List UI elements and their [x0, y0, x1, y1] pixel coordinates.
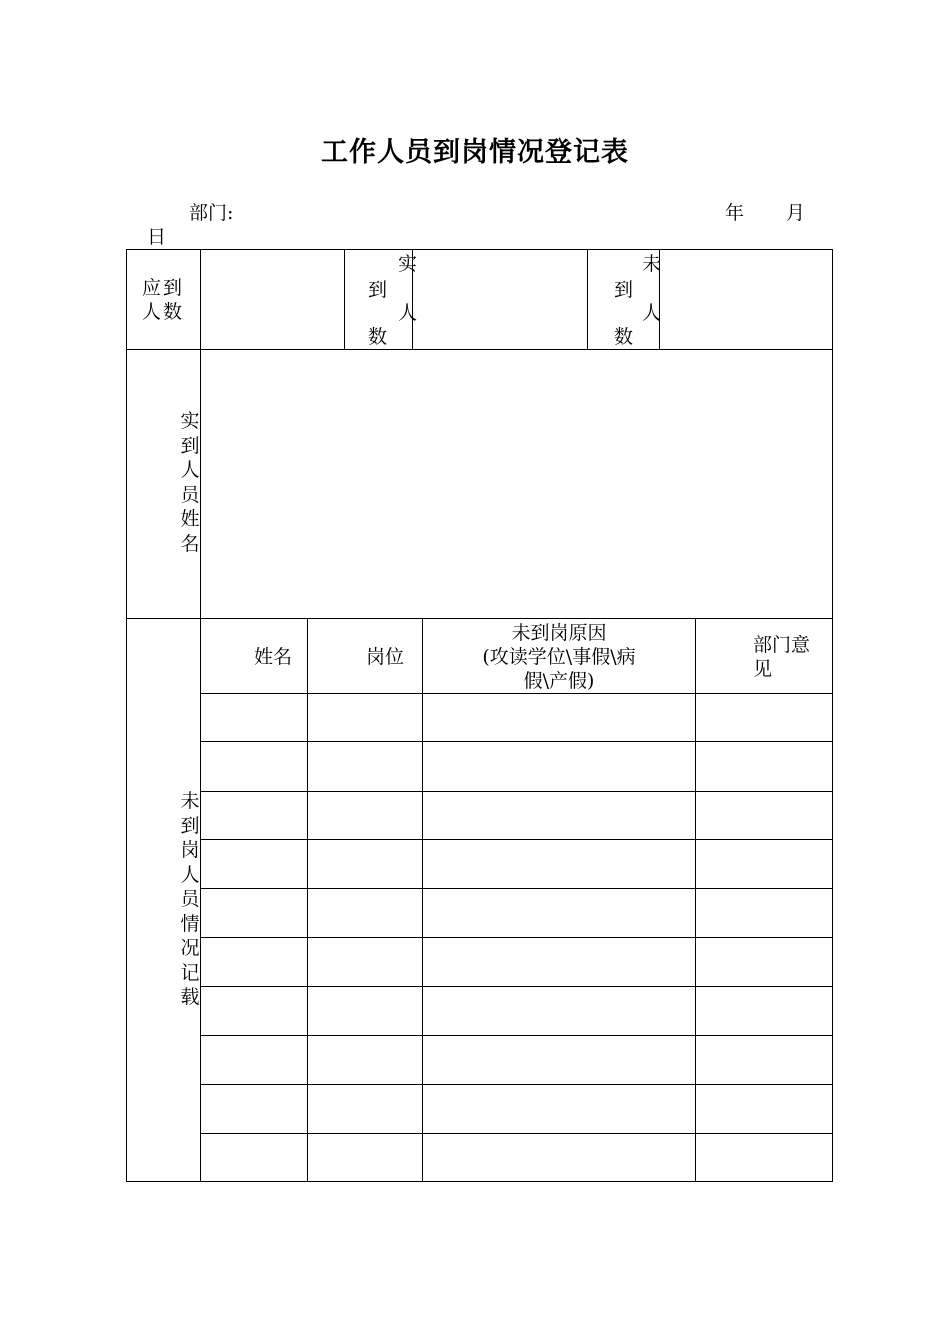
- expected-count-label: [130, 276, 196, 324]
- label-char: 未: [180, 790, 200, 812]
- opinion-cell[interactable]: [696, 987, 832, 1035]
- position-cell[interactable]: [308, 694, 422, 741]
- absent-records-label: [179, 789, 201, 1010]
- label-char: 实: [180, 410, 200, 432]
- table-divider: [344, 249, 345, 349]
- opinion-cell[interactable]: [696, 840, 832, 888]
- position-cell[interactable]: [308, 742, 422, 791]
- column-header-reason-line: (攻读学位\事假\病: [482, 646, 636, 668]
- actual-count-label-char: 实: [398, 253, 418, 275]
- name-cell[interactable]: [201, 987, 307, 1035]
- name-cell[interactable]: [201, 889, 307, 937]
- label-char: 员: [180, 483, 200, 506]
- reason-cell[interactable]: [423, 840, 695, 888]
- label-char: 到: [180, 434, 200, 457]
- actual-count-cell[interactable]: [413, 250, 587, 349]
- column-header-position: 岗位: [366, 646, 405, 668]
- absent-count-label-char: 到: [614, 279, 634, 301]
- label-char: 岗: [180, 839, 200, 861]
- expected-count-label-line: 人数: [141, 301, 184, 323]
- position-cell[interactable]: [308, 840, 422, 888]
- opinion-cell[interactable]: [696, 889, 832, 937]
- expected-count-cell[interactable]: [201, 250, 344, 349]
- label-char: 人: [180, 863, 200, 886]
- absent-count-cell[interactable]: [660, 250, 832, 349]
- position-cell[interactable]: [308, 938, 422, 986]
- name-cell[interactable]: [201, 742, 307, 791]
- opinion-cell[interactable]: [696, 742, 832, 791]
- name-cell[interactable]: [201, 1134, 307, 1181]
- name-cell[interactable]: [201, 1085, 307, 1133]
- label-char: 载: [180, 986, 200, 1008]
- name-cell[interactable]: [201, 1036, 307, 1084]
- opinion-cell[interactable]: [696, 1085, 832, 1133]
- name-cell[interactable]: [201, 792, 307, 839]
- table-border-left: [126, 249, 127, 1181]
- table-divider: [587, 249, 588, 349]
- column-header-opinion-line: 部门意: [753, 634, 811, 656]
- reason-cell[interactable]: [423, 694, 695, 741]
- label-char: 人: [180, 459, 200, 481]
- reason-cell[interactable]: [423, 889, 695, 937]
- expected-count-label-line: 应到: [141, 277, 184, 299]
- label-char: 员: [180, 888, 200, 910]
- label-char: 名: [180, 532, 200, 555]
- opinion-cell[interactable]: [696, 694, 832, 741]
- position-cell[interactable]: [308, 1036, 422, 1084]
- name-cell[interactable]: [201, 840, 307, 888]
- label-char: 记: [180, 961, 200, 984]
- column-header-reason-line: 未到岗原因: [511, 622, 607, 644]
- absent-count-label-char: 未: [642, 253, 662, 275]
- actual-count-label-char: 数: [368, 326, 388, 348]
- column-header-name: 姓名: [254, 646, 293, 668]
- column-header-reason-line: 假\产假): [523, 670, 595, 692]
- opinion-cell[interactable]: [696, 792, 832, 839]
- position-cell[interactable]: [308, 889, 422, 937]
- name-cell[interactable]: [201, 938, 307, 986]
- present-names-cell[interactable]: [201, 350, 832, 618]
- reason-cell[interactable]: [423, 1134, 695, 1181]
- day-label: 日: [147, 226, 167, 248]
- opinion-cell[interactable]: [696, 938, 832, 986]
- reason-cell[interactable]: [423, 742, 695, 791]
- month-label: 月: [786, 202, 806, 224]
- opinion-cell[interactable]: [696, 1134, 832, 1181]
- column-header-opinion: [753, 633, 810, 681]
- column-header-opinion-line: 见: [753, 658, 773, 680]
- label-char: 况: [180, 937, 200, 959]
- table-border-bottom: [126, 1181, 833, 1182]
- reason-cell[interactable]: [423, 1085, 695, 1133]
- reason-cell[interactable]: [423, 792, 695, 839]
- position-cell[interactable]: [308, 1134, 422, 1181]
- actual-count-label-char: 到: [368, 279, 388, 301]
- absent-count-label-char: 数: [614, 326, 634, 348]
- present-names-label: [179, 409, 201, 556]
- table-divider: [126, 618, 833, 619]
- actual-count-label-char: 人: [398, 302, 418, 324]
- position-cell[interactable]: [308, 987, 422, 1035]
- opinion-cell[interactable]: [696, 1036, 832, 1084]
- department-label: 部门:: [189, 202, 234, 224]
- column-header-reason: [423, 621, 695, 693]
- absent-count-label-char: 人: [642, 302, 662, 324]
- label-char: 情: [180, 912, 200, 935]
- label-char: 到: [180, 814, 200, 837]
- reason-cell[interactable]: [423, 987, 695, 1035]
- label-char: 姓: [180, 508, 200, 530]
- year-label: 年: [725, 202, 745, 224]
- position-cell[interactable]: [308, 1085, 422, 1133]
- table-border-right: [832, 249, 833, 1181]
- name-cell[interactable]: [201, 694, 307, 741]
- reason-cell[interactable]: [423, 1036, 695, 1084]
- page-title: 工作人员到岗情况登记表: [321, 137, 629, 168]
- reason-cell[interactable]: [423, 938, 695, 986]
- position-cell[interactable]: [308, 792, 422, 839]
